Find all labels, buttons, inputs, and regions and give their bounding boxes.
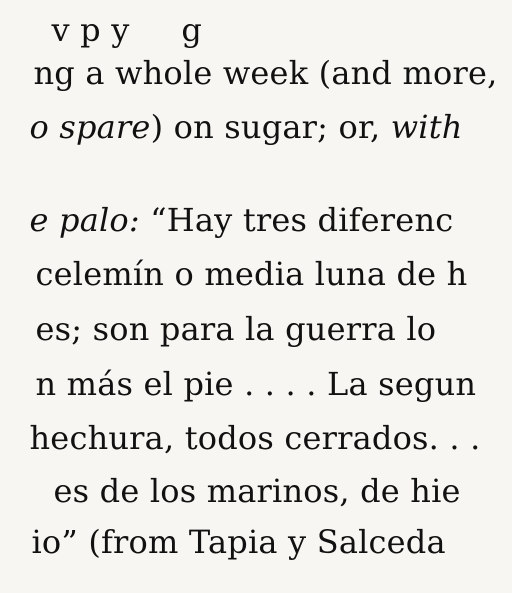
line-1-text: v p y g bbox=[51, 11, 203, 49]
line-6-text: es; son para la guerra lo bbox=[35, 310, 437, 348]
line-2-text: ng a whole week (and more, bbox=[33, 54, 498, 92]
text-line-3 bbox=[0, 79, 463, 175]
line-8-text: hechura, todos cerrados. . . bbox=[29, 419, 481, 457]
line-3-italic-b: with bbox=[390, 108, 463, 146]
line-5-text: celemín o media luna de h bbox=[35, 255, 468, 293]
line-7-text: n más el pie . . . . La segun bbox=[35, 365, 477, 403]
line-4-rest: “Hay tres diferenc bbox=[139, 201, 454, 239]
line-3-italic-a: o spare bbox=[29, 108, 151, 146]
line-4-italic: e palo: bbox=[29, 201, 140, 239]
line-9-text: es de los marinos, de hie bbox=[53, 472, 461, 510]
text-line-10 bbox=[0, 494, 446, 590]
line-10-text: io” (from Tapia y Salceda bbox=[31, 523, 446, 561]
line-3-rest: ) on sugar; or, bbox=[150, 108, 391, 146]
